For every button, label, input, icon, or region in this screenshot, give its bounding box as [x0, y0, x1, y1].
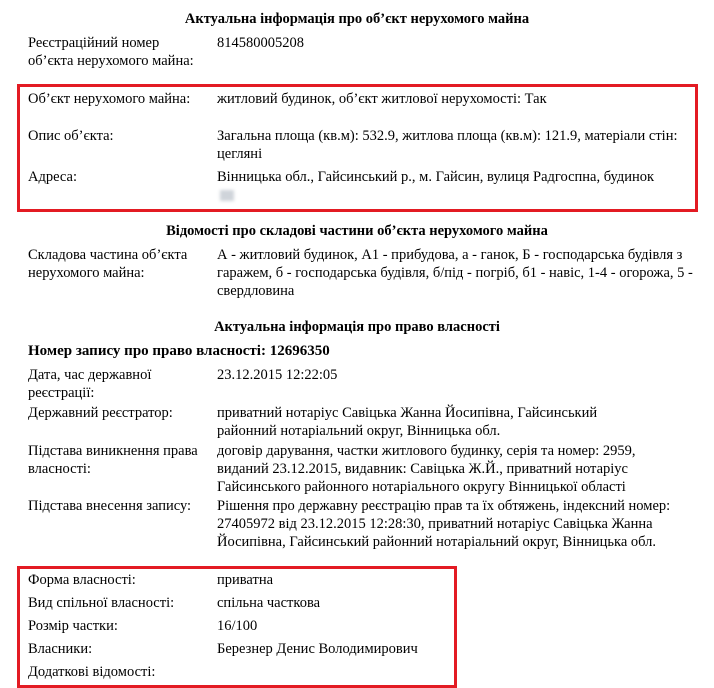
basis-value: договір дарування, частки житлового будинку, серія та номер: 2959, виданий 23.12.2015, видавник: Савіцька Ж.Й., приватний нотаріус Гайсинського районного нотаріального округу Вінницької області — [217, 443, 636, 495]
share-value: 16/100 — [217, 618, 258, 634]
entry-basis-label: Підстава внесення запису: — [28, 498, 192, 514]
description-label: Опис об’єкта: — [28, 128, 114, 144]
ownership-form-value: приватна — [217, 572, 274, 588]
owners-value: Березнер Денис Володимирович — [217, 641, 418, 657]
object-label: Об’єкт нерухомого майна: — [28, 91, 191, 107]
parts-label: Складова частина об’єкта нерухомого майна: — [28, 247, 188, 281]
reg-number-value: 814580005208 — [217, 35, 304, 51]
registrar-value: приватний нотаріус Савіцька Жанна Йосипівна, Гайсинський районний нотаріальний округ, Вінницька обл. — [217, 405, 598, 439]
address-text: Вінницька обл., Гайсинський р., м. Гайсин, вулиця Радгоспна, будинок — [217, 169, 655, 185]
entry-basis-value: Рішення про державну реєстрацію прав та їх обтяжень, індексний номер: 27405972 від 23.12.2015 12:28:30, приватний нотаріус Савіцька Жанна Йосипівна, Гайсинський районний нотаріальний округ, Вінницька обл. — [217, 498, 671, 550]
basis-label: Підстава виникнення права власності: — [28, 443, 198, 477]
redacted-number — [220, 190, 234, 201]
share-label: Розмір частки: — [28, 618, 118, 634]
reg-number-label: Реєстраційний номер об’єкта нерухомого майна: — [28, 35, 194, 69]
additional-label: Додаткові відомості: — [28, 664, 156, 680]
date-label: Дата, час державної реєстрації: — [28, 367, 152, 401]
object-value: житловий будинок, об’єкт житлової нерухомості: Так — [217, 91, 547, 107]
section-title-object: Актуальна інформація про об’єкт нерухомого майна — [184, 11, 530, 27]
address-value — [217, 168, 657, 204]
record-number-heading: Номер запису про право власності: 12696350 — [28, 343, 330, 359]
description-value: Загальна площа (кв.м): 532.9, житлова площа (кв.м): 121.9, матеріали стін: цегляні — [217, 128, 678, 162]
date-value: 23.12.2015 12:22:05 — [217, 367, 338, 383]
parts-value: А - житловий будинок, А1 - прибудова, а - ганок, Б - господарська будівля з гаражем, б - господарська будівля, б/під - погріб, б1 - навіс, 1-4 - огорожа, 5 - свердловина — [217, 247, 693, 299]
section-title-ownership: Актуальна інформація про право власності — [214, 319, 500, 335]
section-title-parts: Відомості про складові частини об’єкта нерухомого майна — [166, 223, 548, 239]
joint-type-value: спільна часткова — [217, 595, 321, 611]
address-label: Адреса: — [28, 169, 77, 185]
registrar-label: Державний реєстратор: — [28, 405, 173, 421]
owners-label: Власники: — [28, 641, 93, 657]
ownership-form-label: Форма власності: — [28, 572, 136, 588]
joint-type-label: Вид спільної власності: — [28, 595, 175, 611]
